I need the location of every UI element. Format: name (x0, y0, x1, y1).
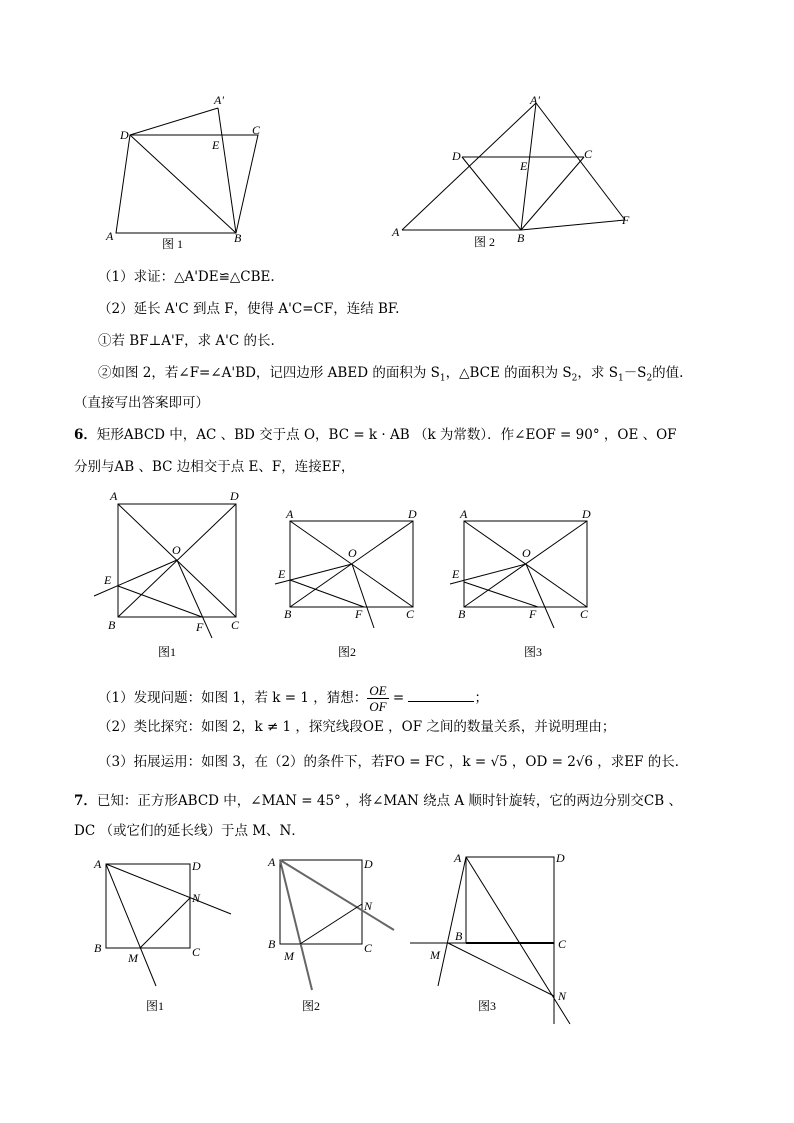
label-c: C (406, 607, 415, 621)
figure-q7-2 (262, 852, 422, 1026)
label-m: M (284, 949, 294, 963)
label-b: B (94, 941, 102, 955)
figure-caption: 图2 (338, 645, 357, 659)
label-c: C (558, 937, 567, 951)
label-e: E (212, 138, 220, 152)
label-a: A (94, 857, 102, 871)
label-a: A (460, 507, 468, 521)
label-m: M (430, 948, 440, 962)
label-a: A (454, 851, 462, 865)
label-c: C (192, 945, 201, 959)
figure-q6-3 (444, 504, 604, 668)
q6-part1: （1）发现问题：如图 1，若 k = 1 ，猜想： $\frac{OE}{OF}$ = ； (98, 683, 488, 714)
label-b: B (268, 937, 276, 951)
label-a: A (106, 229, 114, 243)
label-e: E (452, 567, 460, 581)
label-e: E (520, 159, 528, 173)
label-b: B (284, 607, 292, 621)
q5-sub2: ②如图 2，若∠F=∠A'BD，记四边形 ABED 的面积为 $S_1$，△BCE 的面积为 $S_2$，求 $S_1-S_2$的值. (98, 365, 684, 384)
figure-q7-3 (408, 846, 588, 1030)
label-b: B (517, 231, 525, 245)
label-b: B (108, 618, 116, 632)
label-d: D (582, 507, 591, 521)
figure-caption: 图 2 (474, 235, 496, 249)
q7-stem-2: DC （或它们的延长线）于点 M、N． (74, 823, 305, 839)
label-d: D (364, 857, 373, 871)
figure-caption: 图 1 (162, 237, 184, 251)
figure-q6-2 (270, 504, 430, 668)
label-a-prime: A' (214, 93, 224, 107)
label-n: N (558, 989, 567, 1003)
label-d: D (120, 128, 129, 142)
q6-part2: （2）类比探究：如图 2，k ≠ 1 ，探究线段OE ，OF 之间的数量关系，并说明理由； (98, 719, 616, 735)
label-d: D (192, 859, 201, 873)
label-m: M (128, 951, 138, 965)
label-d: D (556, 851, 565, 865)
figure-caption: 图2 (302, 999, 321, 1013)
label-f: F (622, 213, 630, 227)
label-f: F (355, 607, 363, 621)
q5-sub1: ①若 BF⊥A'F，求 A'C 的长. (98, 333, 275, 349)
label-c: C (364, 941, 373, 955)
label-d: D (408, 507, 417, 521)
label-c: C (231, 618, 240, 632)
figure-q5-2 (390, 90, 640, 259)
q5-note: （直接写出答案即可） (74, 395, 209, 411)
label-a: A (286, 507, 294, 521)
label-d: D (230, 489, 239, 503)
q7-stem-1: 7．已知：正方形ABCD 中，∠MAN = 45° ，将∠MAN 绕点 A 顺时针旋转，它的两边分别交CB 、 (74, 793, 682, 809)
fraction-oe-of: $\frac{OE}{OF}$ (369, 683, 387, 714)
figure-caption: 图1 (158, 645, 177, 659)
label-f: F (196, 620, 204, 634)
answer-blank[interactable] (408, 689, 474, 702)
label-o: O (348, 546, 357, 560)
q6-part3: （3）拓展运用：如图 3，在（2）的条件下，若FO = FC ，k = √5 ，OD = 2√6 ，求EF 的长． (98, 754, 689, 770)
label-c: C (584, 147, 593, 161)
figure-q5-1 (100, 90, 280, 264)
label-o: O (172, 543, 181, 557)
label-o: O (522, 546, 531, 560)
q6-stem-1: 6．矩形ABCD 中，AC 、BD 交于点 O，BC = k · AB （k 为常数）．作∠EOF = 90° ，OE 、OF (74, 427, 677, 443)
label-b: B (455, 929, 463, 943)
label-f: F (529, 607, 537, 621)
label-n: N (364, 899, 373, 913)
label-n: N (192, 891, 201, 905)
figure-caption: 图1 (146, 999, 165, 1013)
label-a-prime: A' (530, 93, 540, 107)
label-a: A (268, 855, 276, 869)
label-e: E (278, 567, 286, 581)
q6-stem-2: 分别与AB 、BC 边相交于点 E、F，连接EF， (74, 459, 355, 475)
figure-caption: 图3 (524, 645, 543, 659)
label-c: C (580, 607, 589, 621)
label-b: B (458, 607, 466, 621)
label-d: D (452, 149, 461, 163)
figure-q6-1 (88, 486, 253, 668)
figure-q7-1 (88, 852, 248, 1026)
label-c: C (252, 123, 261, 137)
label-a: A (110, 489, 118, 503)
figure-caption: 图3 (478, 999, 497, 1013)
q5-part1: （1）求证：△A'DE≌△CBE. (98, 269, 275, 285)
label-b: B (234, 231, 242, 245)
label-e: E (104, 573, 112, 587)
q5-part2: （2）延长 A'C 到点 F，使得 A'C=CF，连结 BF. (98, 301, 400, 317)
label-a: A (392, 225, 400, 239)
